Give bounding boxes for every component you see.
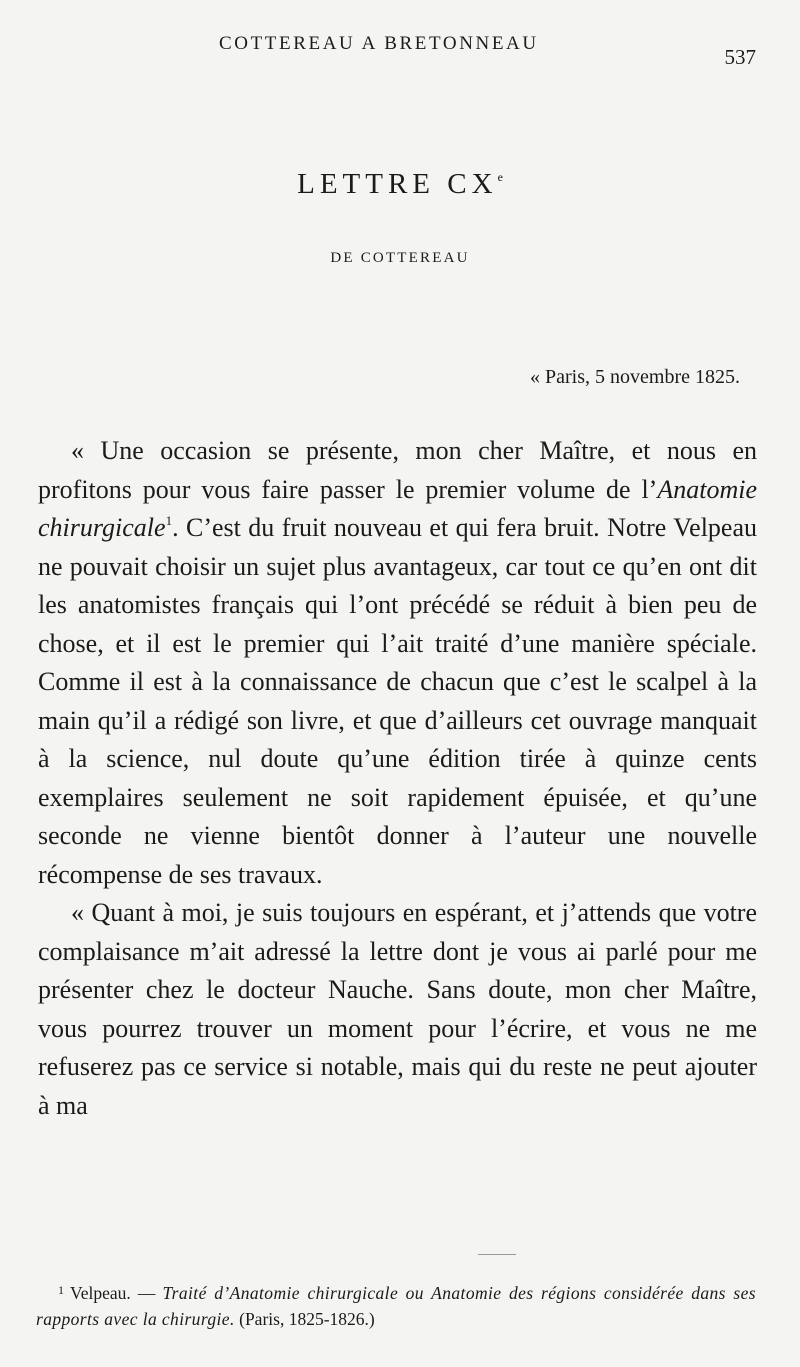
letter-title-superscript: e <box>497 170 503 184</box>
paragraph-1 <box>38 432 757 894</box>
letter-sender: DE COTTEREAU <box>330 250 470 266</box>
page-number: 537 <box>724 45 756 69</box>
footnote-title: Traité d’Anatomie chirurgicale ou Anatomie des régions considérée dans ses rapports avec la chirurgie. <box>36 1283 756 1329</box>
letter-body <box>38 432 757 1125</box>
paragraph-1-start: « Une occasion se présente, mon cher Maître, et nous en profitons pour vous faire passer le premier volume de l’ <box>38 436 757 504</box>
running-title: COTTEREAU A BRETONNEAU <box>219 33 539 54</box>
footnote-number: 1 <box>58 1283 64 1297</box>
footnote-separator <box>478 1254 516 1255</box>
book-title: Anatomie chirurgicale <box>38 474 757 542</box>
footnote <box>36 1277 756 1332</box>
footnote-reference: 1 <box>165 513 173 528</box>
paragraph-2: « Quant à moi, je suis toujours en espérant, et j’attends que votre complaisance m’ait adressé la lettre dont je vous ai parlé pour me présenter chez le docteur Nauche. Sans doute, mon cher Maître, vous pourrez trouver un moment pour l’écrire, et vous ne me refuserez pas ce service si notable, mais qui du reste ne peut ajouter à ma <box>38 898 757 1120</box>
letter-title <box>0 168 800 201</box>
running-head <box>0 33 800 69</box>
footnote-imprint: (Paris, 1825-1826.) <box>234 1309 375 1329</box>
paragraph-1-rest: . C’est du fruit nouveau et qui fera bruit. Notre Velpeau ne pouvait choisir un sujet plus avantageux, car tout ce qu’en ont dit les anatomistes français qui l’ont précédé se réduit à bien peu de chose, et il est le premier qui l’ait traité d’une manière spéciale. Comme il est à la connaissance de chacun que c’est le scalpel à la main qu’il a rédigé son livre, et que d’ailleurs cet ouvrage manquait à la science, nul doute qu’une édition tirée à quinze cents exemplaires seulement ne soit rapidement épuisée, et qu’une seconde ne vienne bientôt donner à l’auteur une nouvelle récompense de ses travaux. <box>38 513 757 889</box>
footnote-author: Velpeau. — <box>70 1283 163 1303</box>
letter-title-text: LETTRE CX <box>297 168 498 200</box>
letter-dateline: « Paris, 5 novembre 1825. <box>530 366 740 388</box>
